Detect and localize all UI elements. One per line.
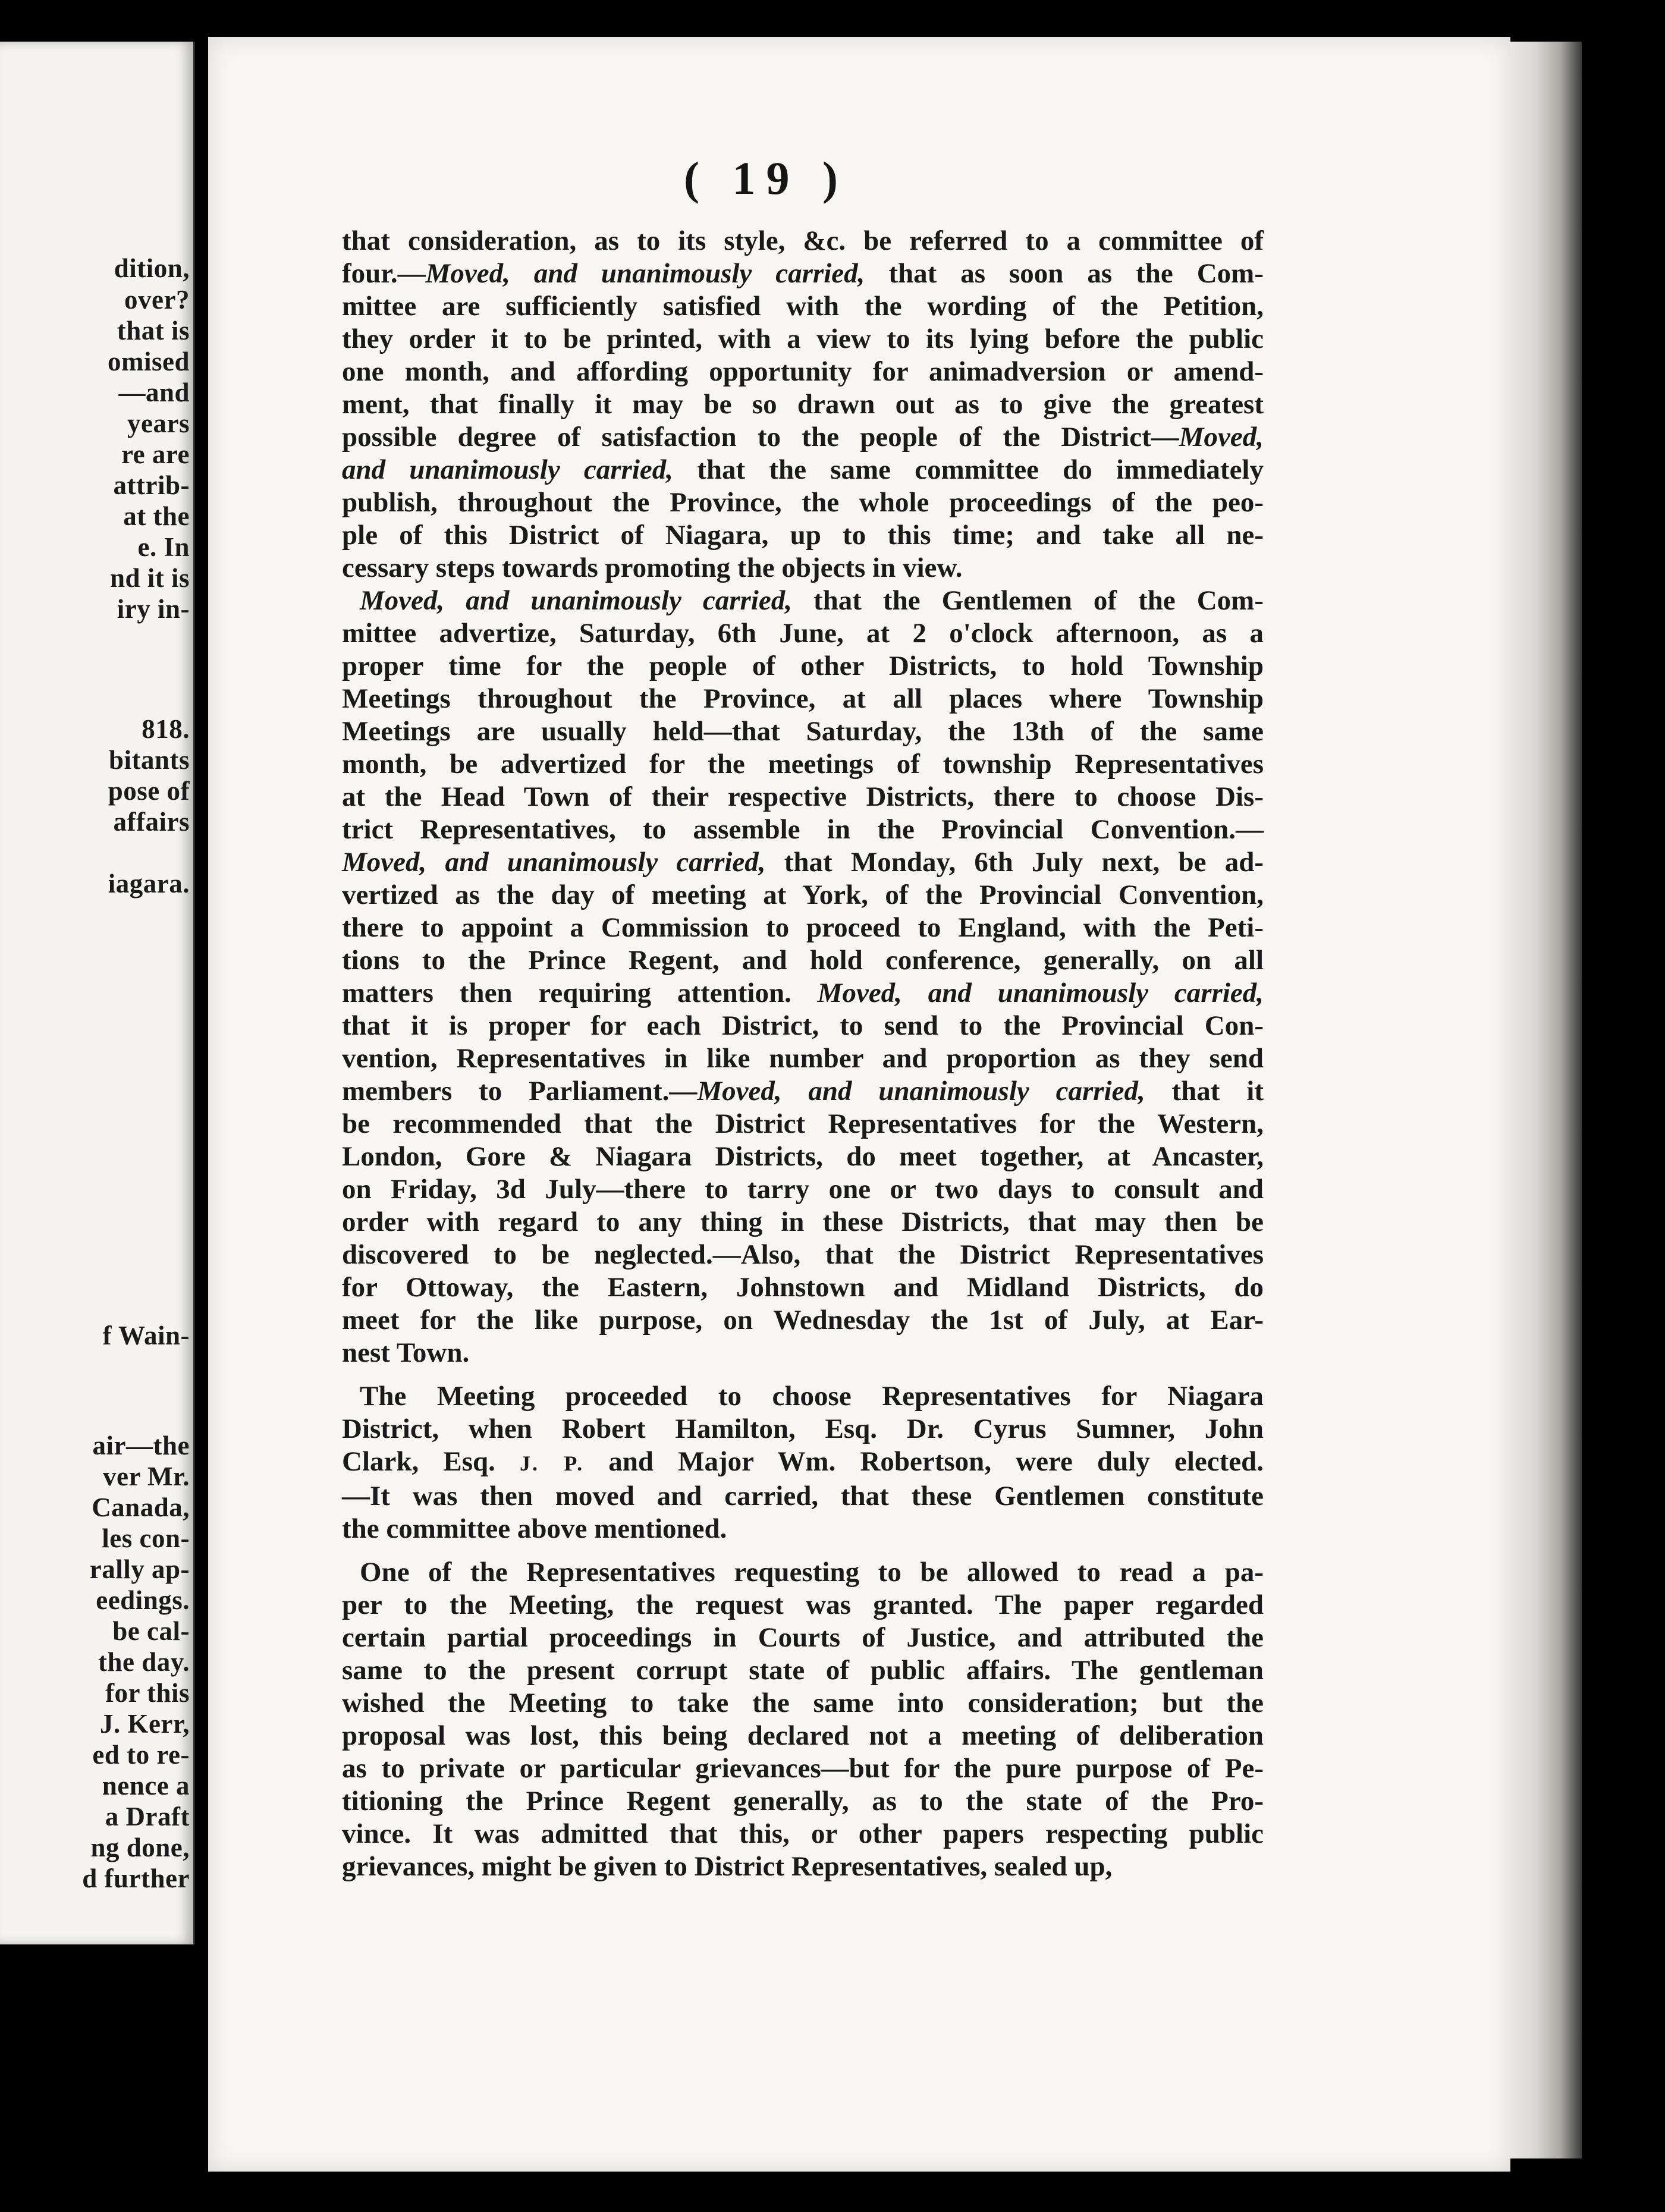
text-run: one month, and affording opportunity for animadversion or amend- [342, 356, 1264, 387]
italic-phrase: Moved, [1179, 422, 1264, 453]
text-run: that Monday, 6th July next, be ad- [765, 847, 1264, 878]
text-run: District, when Robert Hamilton, Esq. Dr. Cyrus Sumner, John [342, 1413, 1264, 1444]
text-line [342, 1173, 1264, 1206]
text-line [342, 1304, 1264, 1337]
text-run: proposal was lost, this being declared not a meeting of deliberation [342, 1720, 1264, 1751]
text-line [342, 1042, 1264, 1075]
left-page-line: ng done, [90, 1833, 190, 1862]
left-page-line: Canada, [92, 1493, 190, 1522]
left-page-line: air—the [92, 1431, 190, 1460]
left-page-line: at the [123, 501, 190, 531]
text-run: there to appoint a Commission to proceed to England, with the Peti- [342, 912, 1264, 943]
text-line [342, 781, 1264, 813]
text-run: The Meeting proceeded to choose Representatives for Niagara [360, 1381, 1264, 1412]
text-run: members to Parliament.— [342, 1076, 698, 1107]
text-line [342, 1720, 1264, 1752]
text-line [342, 1752, 1264, 1785]
text-run: certain partial proceedings in Courts of Justice, and attributed the [342, 1622, 1264, 1653]
italic-phrase: Moved, and unanimously carried, [360, 585, 792, 616]
left-page-line: —and [118, 378, 190, 407]
left-page-line: J. Kerr, [99, 1709, 190, 1739]
left-page-line: dition, [114, 253, 190, 283]
text-run: four.— [342, 258, 426, 289]
text-line [342, 486, 1264, 519]
italic-phrase: Moved, and unanimously carried, [697, 1076, 1145, 1107]
text-line [342, 1075, 1264, 1108]
left-page-line: ver Mr. [103, 1462, 190, 1491]
text-run: mittee advertize, Saturday, 6th June, at 2 o'clock afternoon, as a [342, 618, 1264, 649]
body-text [342, 225, 1264, 1883]
text-run: order with regard to any thing in these Districts, that may then be [342, 1206, 1264, 1237]
text-line [342, 1589, 1264, 1622]
italic-phrase: Moved, and unanimously carried, [342, 847, 766, 878]
text-run: month, be advertized for the meetings of township Representatives [342, 749, 1264, 780]
left-page-line: nd it is [109, 563, 190, 593]
text-line [342, 879, 1264, 912]
text-run: London, Gore & Niagara Districts, do meet together, at Ancaster, [342, 1141, 1264, 1172]
text-run: matters then requiring attention. [342, 978, 818, 1008]
text-line [342, 552, 1264, 585]
text-run: ment, that finally it may be so drawn out as to give the greatest [342, 389, 1264, 420]
text-run: One of the Representatives requesting to be allowed to read a pa- [360, 1557, 1264, 1588]
text-line [342, 1337, 1264, 1369]
left-page-line: iagara. [108, 869, 190, 898]
text-line [342, 715, 1264, 748]
text-line [342, 1687, 1264, 1720]
text-run: —It was then moved and carried, that these Gentlemen constitute [342, 1481, 1264, 1512]
left-page [0, 42, 195, 1944]
italic-phrase: Moved, and unanimously carried, [425, 258, 865, 289]
text-run: cessary steps towards promoting the objects in view. [342, 552, 963, 583]
text-line [342, 944, 1264, 977]
text-line [342, 454, 1264, 486]
text-line [342, 225, 1264, 257]
left-page-line: that is [117, 316, 190, 345]
text-line [342, 1785, 1264, 1818]
text-run: tions to the Prince Regent, and hold conference, generally, on all [342, 945, 1264, 976]
text-run: that the same committee do immediately [673, 454, 1264, 485]
left-page-line: e. In [137, 532, 190, 562]
text-run: and Major Wm. Robertson, were duly elected. [584, 1446, 1264, 1477]
text-run: proper time for the people of other Districts, to hold Township [342, 651, 1264, 681]
text-run: they order it to be printed, with a view to its lying before the public [342, 323, 1264, 354]
italic-phrase: Moved, and unanimously carried, [817, 978, 1264, 1008]
text-line [342, 519, 1264, 552]
text-run: Clark, Esq. [342, 1446, 520, 1477]
text-line [342, 1108, 1264, 1140]
text-line [342, 421, 1264, 454]
text-run: vince. It was admitted that this, or other papers respecting public [342, 1818, 1264, 1849]
left-page-line: bitants [108, 745, 190, 775]
text-line [342, 388, 1264, 421]
text-run: that the Gentlemen of the Com- [791, 585, 1264, 616]
text-run: that consideration, as to its style, &c. be referred to a committee of [342, 225, 1264, 256]
text-line [342, 1413, 1264, 1446]
text-line [342, 1206, 1264, 1239]
text-run: trict Representatives, to assemble in the Provincial Convention.— [342, 814, 1264, 845]
text-line [342, 813, 1264, 846]
text-run: publish, throughout the Province, the whole proceedings of the peo- [342, 487, 1264, 518]
text-line [342, 585, 1264, 617]
text-line [342, 912, 1264, 944]
text-run: mittee are sufficiently satisfied with the wording of the Petition, [342, 291, 1264, 322]
text-line [342, 1010, 1264, 1042]
text-line [342, 1446, 1264, 1480]
text-run: that as soon as the Com- [865, 258, 1264, 289]
text-run: on Friday, 3d July—there to tarry one or two days to consult and [342, 1174, 1264, 1205]
text-run: that it [1145, 1076, 1264, 1107]
text-run: for Ottoway, the Eastern, Johnstown and Midland Districts, do [342, 1272, 1264, 1303]
text-run: titioning the Prince Regent generally, as to the state of the Pro- [342, 1786, 1264, 1817]
text-line [342, 1140, 1264, 1173]
text-run: as to private or particular grievances—but for the pure purpose of Pe- [342, 1753, 1264, 1784]
text-run: possible degree of satisfaction to the people of the District— [342, 422, 1179, 453]
text-line [342, 356, 1264, 388]
left-page-line: years [127, 409, 190, 438]
text-run: Meetings are usually held—that Saturday, the 13th of the same [342, 716, 1264, 747]
text-run: discovered to be neglected.—Also, that the District Representatives [342, 1239, 1264, 1270]
left-page-line: affairs [113, 807, 190, 837]
text-line [342, 650, 1264, 683]
text-line [342, 1556, 1264, 1589]
text-run: vertized as the day of meeting at York, of the Provincial Convention, [342, 879, 1264, 910]
text-run: that it is proper for each District, to send to the Provincial Con- [342, 1010, 1264, 1041]
page-edge [1510, 42, 1582, 2158]
left-page-line: be cal- [112, 1616, 190, 1646]
text-line [342, 1380, 1264, 1413]
text-run: grievances, might be given to District Representatives, sealed up, [342, 1851, 1113, 1882]
left-page-line: over? [124, 285, 190, 315]
left-page-line: rally ap- [89, 1554, 190, 1584]
text-line [342, 846, 1264, 879]
text-run: vention, Representatives in like number and proportion as they send [342, 1043, 1264, 1074]
text-run: wished the Meeting to take the same into consideration; but the [342, 1688, 1264, 1718]
text-line [342, 323, 1264, 356]
left-page-line: omised [108, 347, 190, 376]
left-page-line: for this [105, 1678, 190, 1708]
text-run: at the Head Town of their respective Districts, there to choose Dis- [342, 781, 1264, 812]
text-line [342, 1654, 1264, 1687]
text-line [342, 1239, 1264, 1271]
left-page-line: d further [82, 1864, 190, 1893]
text-line [342, 748, 1264, 781]
text-run: meet for the like purpose, on Wednesday the 1st of July, at Ear- [342, 1305, 1264, 1336]
text-run: be recommended that the District Representatives for the Western, [342, 1108, 1264, 1139]
left-page-line: iry in- [117, 594, 190, 624]
text-line [342, 1850, 1264, 1883]
left-page-line: re are [121, 439, 190, 469]
text-line [342, 257, 1264, 290]
text-run: ple of this District of Niagara, up to this time; and take all ne- [342, 520, 1264, 551]
left-page-line: nence a [102, 1771, 190, 1801]
italic-phrase: and unanimously carried, [342, 454, 674, 485]
text-line [342, 683, 1264, 715]
text-line [342, 977, 1264, 1010]
text-line [342, 290, 1264, 323]
left-page-line: les con- [102, 1523, 190, 1553]
left-page-line: attrib- [113, 470, 190, 500]
text-line [342, 1622, 1264, 1654]
text-run: J. P. [520, 1451, 585, 1475]
left-page-line: 818. [142, 714, 190, 744]
left-page-line: the day. [98, 1647, 190, 1677]
text-line [342, 1271, 1264, 1304]
left-page-line: f Wain- [102, 1321, 190, 1350]
text-line [342, 617, 1264, 650]
left-page-line: a Draft [105, 1802, 190, 1831]
text-line [342, 1818, 1264, 1850]
text-line [342, 1480, 1264, 1513]
text-line [342, 1513, 1264, 1545]
text-run: per to the Meeting, the request was granted. The paper regarded [342, 1589, 1264, 1620]
text-run: Meetings throughout the Province, at all places where Township [342, 683, 1264, 714]
text-run: same to the present corrupt state of public affairs. The gentleman [342, 1655, 1264, 1686]
left-page-line: pose of [108, 776, 190, 806]
page-number: ( 19 ) [684, 152, 849, 204]
text-run: the committee above mentioned. [342, 1513, 727, 1544]
left-page-line: eedings. [96, 1585, 190, 1615]
text-run: nest Town. [342, 1337, 470, 1368]
left-page-line: ed to re- [92, 1740, 190, 1770]
